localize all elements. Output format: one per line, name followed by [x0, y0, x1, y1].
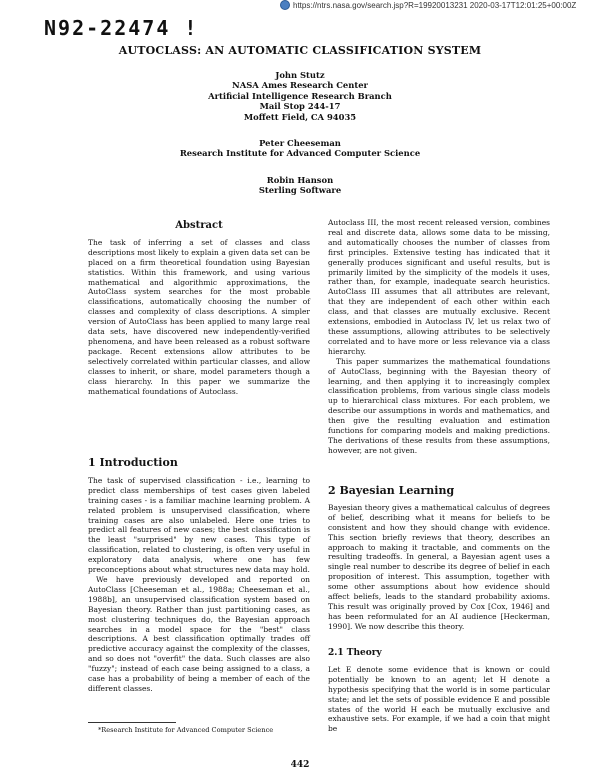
intro-paragraph: The task of supervised classification - i.e., learning to predict class memberships of test cases given labeled training cases - is a familiar machine learning problem. A related problem is unsupervised classification, where training cases are also unlabeled. Here one tries to predict all features of new cases; the best classification is the least "surprised" by new cases. This type of classification, related to clustering, is often very useful in exploratory data analysis, where one has few preconceptions about what structures new data may hold. [88, 475, 310, 575]
abstract-section [88, 221, 310, 396]
abstract-heading: Abstract [175, 220, 223, 231]
author-cheeseman-block [0, 138, 600, 159]
introduction-heading: 1 Introduction [88, 456, 178, 469]
globe-icon [280, 0, 290, 10]
intro-continued-paragraph: This paper summarizes the mathematical foundations of AutoClass, beginning with the Bayesian theory of learning, and then applying it to increasingly complex classification problems, from various single class models up to hierarchical class mixtures. For each problem, we describe our assumptions in words and mathematics, and then give the resulting evaluation and estimation functions for comparing models and making predictions. The derivations of these results from these assumptions, however, are not given. [328, 356, 550, 455]
footnote-rule [88, 722, 176, 723]
theory-heading: 2.1 Theory [328, 648, 382, 658]
intro-continued-paragraph: Autoclass III, the most recent released version, combines real and discrete data, allows some data to be missing, and automatically chooses the number of classes from first principles. Extensive testing has indicated that it generally produces significant and useful results, but is primarily limited by the simplicity of the models it uses, rather than, for example, inadequate search heuristics. AutoClass III assumes that all attributes are relevant, that they are independent of each other within each class, and that classes are mutually exclusive. Recent extensions, embodied in Autoclass IV, let us relax two of these assumptions, allowing attributes to be selectively correlated and to have more or less relevance via a class hierarchy. [328, 218, 550, 356]
author-name: John Stutz [275, 70, 325, 80]
theory-section [328, 649, 550, 734]
author-affiliation: NASA Ames Research Center [232, 80, 368, 91]
author-address: Mail Stop 244-17 [259, 101, 341, 112]
bayesian-learning-heading: 2 Bayesian Learning [328, 484, 455, 497]
abstract-text: The task of inferring a set of classes and class descriptions most likely to explain a given data set can be placed on a firm theoretical foundation using Bayesian statistics. Within this framework, and using various mathematical and algorithmic approximations, the AutoClass system searches for the most probable classifications, automatically choosing the number of classes and complexity of class descriptions. A simpler version of AutoClass has been applied to many large real data sets, have discovered new independently-verified phenomena, and have been released as a robust software package. Recent extensions allow attributes to be selectively correlated within particular classes, and allow classes to inherit, or share, model parameters though a class hierarchy. In this paper we summarize the mathematical foundations of Autoclass. [88, 237, 310, 396]
author-name: Robin Hanson [266, 175, 334, 185]
bayesian-learning-section [328, 486, 550, 632]
author-stutz-block [0, 70, 600, 122]
author-affiliation: Research Institute for Advanced Computer Science [179, 148, 421, 159]
ntrs-stamp [280, 0, 576, 10]
author-hanson-block [0, 175, 600, 196]
author-affiliation: Sterling Software [258, 185, 342, 196]
introduction-section [88, 458, 310, 694]
author-affiliation: Artificial Intelligence Research Branch [208, 90, 392, 101]
paper-title: AUTOCLASS: AN AUTOMATIC CLASSIFICATION SYSTEM [118, 44, 482, 57]
right-intro-section [328, 218, 550, 456]
bayes-paragraph: Bayesian theory gives a mathematical calculus of degrees of belief, describing what it means for beliefs to be consistent and how they should change with evidence. This section briefly reviews that theory, describes an approach to making it tractable, and comments on the resulting tradeoffs. In general, a Bayesian agent uses a single real number to describe its degree of belief in each proposition of interest. This assumption, together with some other assumptions about how evidence should affect beliefs, leads to the standard probability axioms. This result was originally proved by Cox [Cox, 1946] and has been reformulated for an AI audience [Heckerman, 1990]. We now describe this theory. [328, 502, 550, 631]
author-name: Peter Cheeseman [259, 138, 341, 148]
intro-paragraph: We have previously developed and reported on AutoClass [Cheeseman et al., 1988a; Cheeseman et al., 1988b], an unsupervised classification system based on Bayesian theory. Rather than just partitioning cases, as most clustering techniques do, the Bayesian approach searches in a model space for the "best" class descriptions. A best classification optimally trades off predictive accuracy against the complexity of the classes, and so does not "overfit" the data. Such classes are also "fuzzy"; instead of each case being assigned to a class, a case has a probability of being a member of each of the different classes. [88, 574, 310, 693]
document-number: N92-22474 ! [44, 16, 199, 40]
footnote: *Research Institute for Advanced Computer Science [98, 726, 274, 734]
stamp-text: https://ntrs.nasa.gov/search.jsp?R=19920013231 2020-03-17T12:01:25+00:00Z [293, 0, 577, 10]
theory-paragraph: Let E denote some evidence that is known or could potentially be known to an agent; let H denote a hypothesis specifying that the world is in some particular state; and let the sets of possible evidence E and possible states of the world H each be mutually exclusive and exhaustive sets. For example, if we had a coin that might be [328, 664, 550, 734]
author-address: Moffett Field, CA 94035 [243, 111, 357, 122]
page-number: 442 [290, 760, 310, 770]
